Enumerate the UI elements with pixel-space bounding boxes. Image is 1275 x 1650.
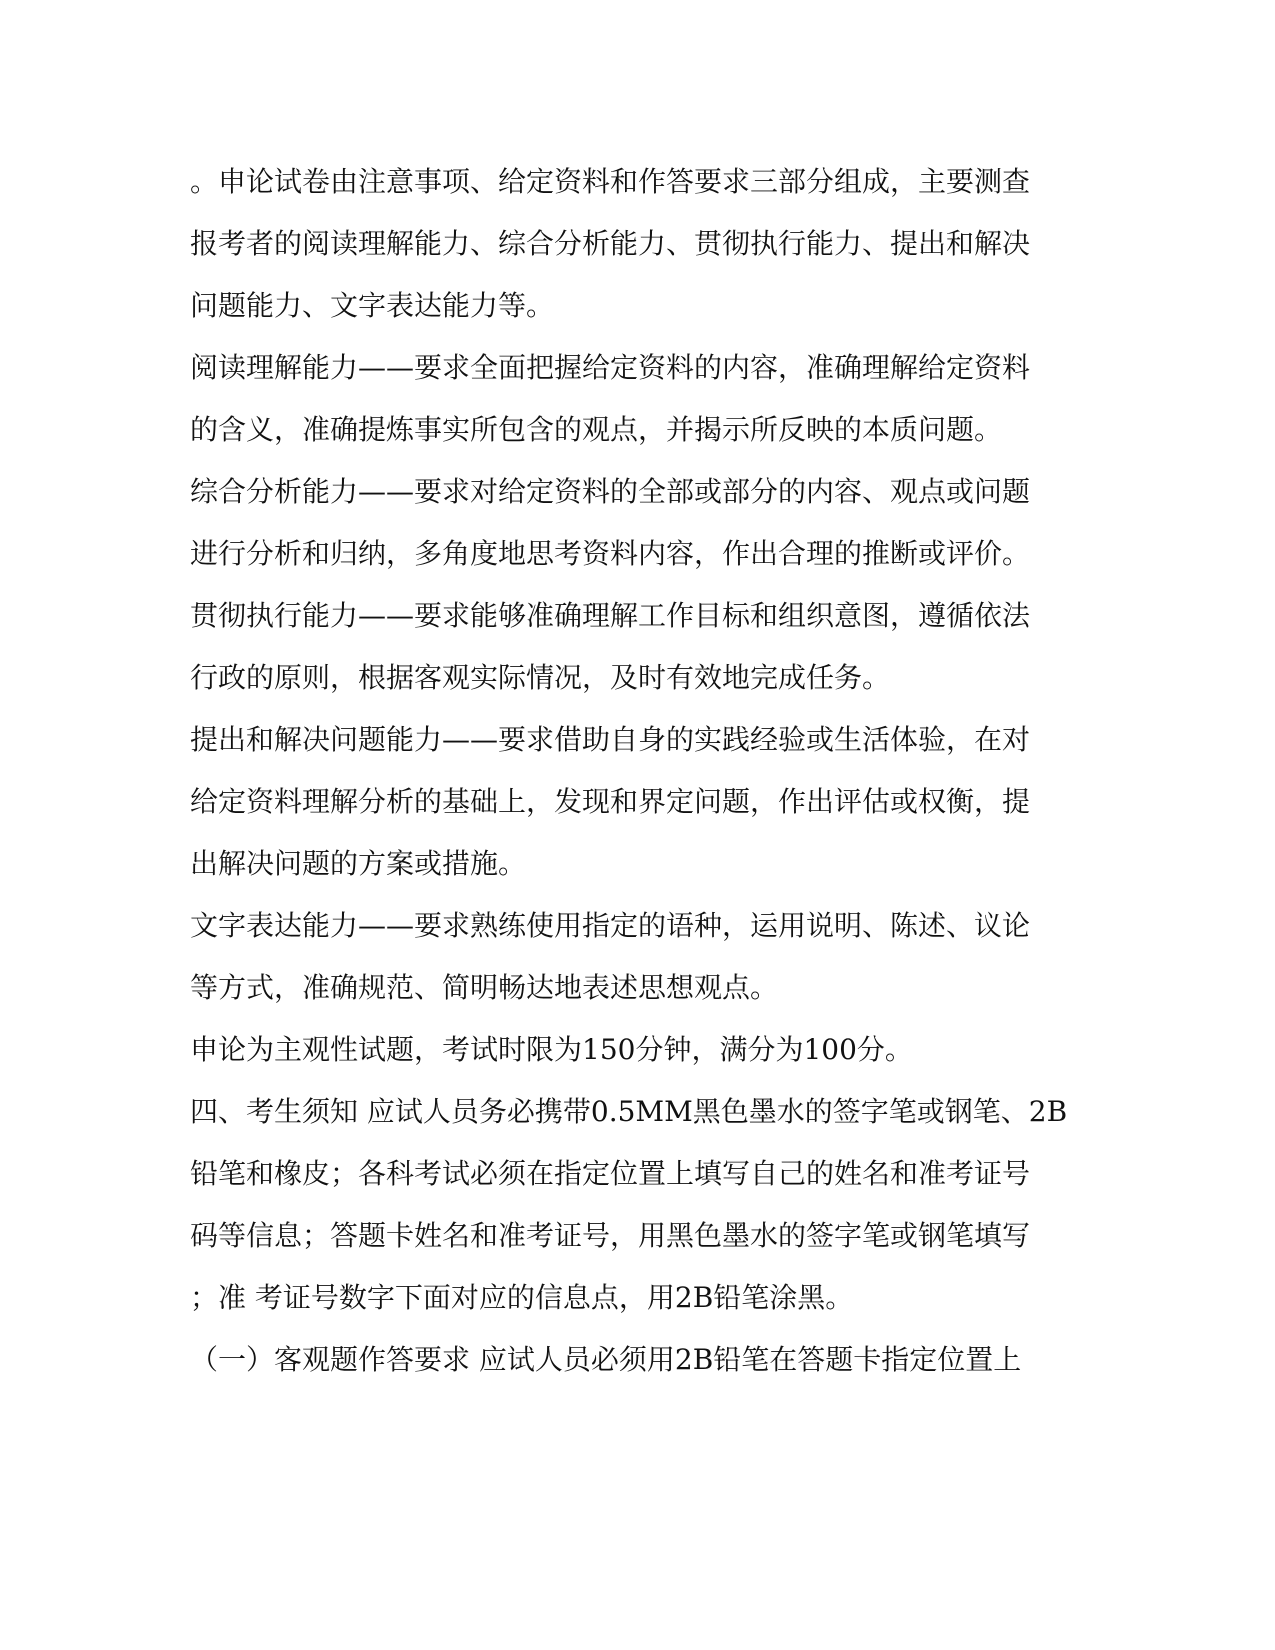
text-line-5: 的含义，准确提炼事实所包含的观点，并揭示所反映的本质问题。 [190,413,1003,446]
text-line-6: 综合分析能力——要求对给定资料的全部或部分的内容、观点或问题 [190,475,1031,508]
text-line-7: 进行分析和归纳，多角度地思考资料内容，作出合理的推断或评价。 [190,537,1031,570]
text-line-2: 报考者的阅读理解能力、综合分析能力、贯彻执行能力、提出和解决 [190,227,1031,260]
text-line-12: 出解决问题的方案或措施。 [190,847,527,880]
text-line-15: 申论为主观性试题，考试时限为150分钟，满分为100分。 [190,1033,913,1066]
text-line-10: 提出和解决问题能力——要求借助自身的实践经验或生活体验，在对 [190,723,1031,756]
text-line-11: 给定资料理解分析的基础上，发现和界定问题，作出评估或权衡，提 [190,785,1031,818]
text-line-17: 铅笔和橡皮；各科考试必须在指定位置上填写自己的姓名和准考证号 [190,1157,1031,1190]
text-line-16: 四、考生须知 应试人员务必携带0.5MM黑色墨水的签字笔或钢笔、2B [190,1095,1068,1128]
text-line-3: 问题能力、文字表达能力等。 [190,289,555,322]
text-line-1: 。申论试卷由注意事项、给定资料和作答要求三部分组成，主要测查 [190,165,1031,198]
text-line-8: 贯彻执行能力——要求能够准确理解工作目标和组织意图，遵循依法 [190,599,1031,632]
text-line-18: 码等信息；答题卡姓名和准考证号，用黑色墨水的签字笔或钢笔填写 [190,1219,1031,1252]
text-line-20: （一）客观题作答要求 应试人员必须用2B铅笔在答题卡指定位置上 [190,1343,1022,1376]
text-line-13: 文字表达能力——要求熟练使用指定的语种，运用说明、陈述、议论 [190,909,1031,942]
text-line-4: 阅读理解能力——要求全面把握给定资料的内容，准确理解给定资料 [190,351,1031,384]
text-line-19: ；准 考证号数字下面对应的信息点，用2B铅笔涂黑。 [190,1281,854,1314]
text-line-9: 行政的原则，根据客观实际情况，及时有效地完成任务。 [190,661,891,694]
text-line-14: 等方式，准确规范、简明畅达地表述思想观点。 [190,971,779,1004]
